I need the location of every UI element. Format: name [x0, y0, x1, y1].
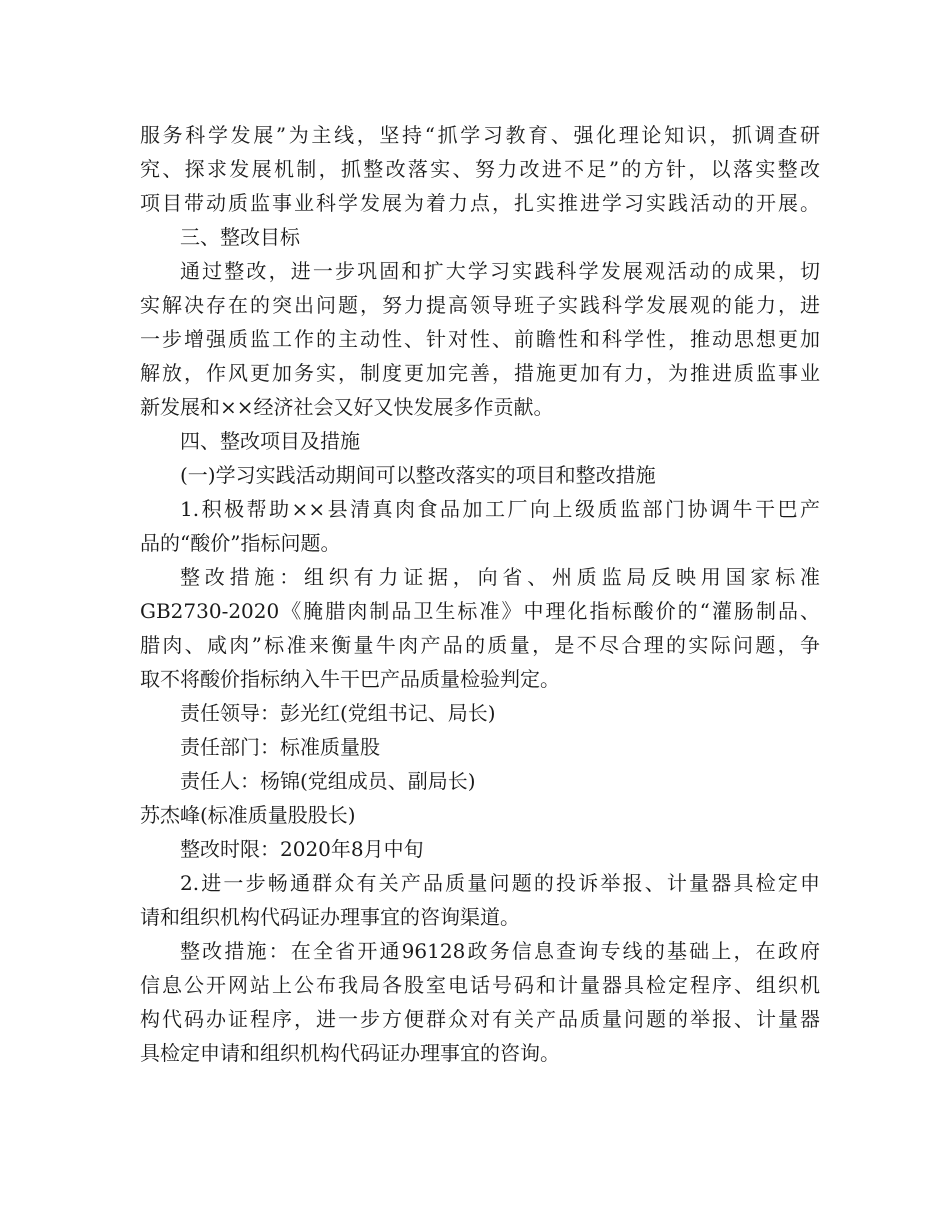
measures-1-line-3: 腊肉、咸肉”标准来衡量牛肉产品的质量，是不尽合理的实际问题，争 [140, 633, 820, 657]
responsible-department: 责任部门：标准质量股 [180, 735, 380, 759]
text-line-2: 究、探求发展机制，抓整改落实、努力改进不足”的方针，以落实整改 [140, 157, 820, 181]
item-1-line-1: 1.积极帮助××县清真肉食品加工厂向上级质监部门协调牛干巴产 [180, 497, 820, 521]
text-line-3: 项目带动质监事业科学发展为着力点，扎实推进学习实践活动的开展。 [140, 191, 820, 215]
document-body [140, 118, 820, 1070]
responsible-person-2: 苏杰峰(标准质量股股长) [140, 803, 356, 827]
deadline: 整改时限：2020年8月中旬 [180, 837, 424, 861]
section-heading-goals: 三、整改目标 [180, 225, 300, 249]
measures-2-line-1: 整改措施：在全省开通96128政务信息查询专线的基础上，在政府 [180, 939, 820, 963]
measures-1-line-1: 整改措施：组织有力证据，向省、州质监局反映用国家标准 [180, 565, 820, 589]
measures-2-line-2: 信息公开网站上公布我局各股室电话号码和计量器具检定程序、组织机 [140, 973, 820, 997]
item-2-line-1: 2.进一步畅通群众有关产品质量问题的投诉举报、计量器具检定申 [180, 871, 820, 895]
responsible-leader: 责任领导：彭光红(党组书记、局长) [180, 701, 496, 725]
measures-1-line-2: GB2730-2020《腌腊肉制品卫生标准》中理化指标酸价的“灌肠制品、 [140, 599, 820, 623]
text-line-5: 通过整改，进一步巩固和扩大学习实践科学发展观活动的成果，切 [180, 259, 820, 283]
item-1-line-2: 品的“酸价”指标问题。 [140, 531, 341, 555]
text-line-9: 新发展和××经济社会又好又快发展多作贡献。 [140, 395, 554, 419]
measures-2-line-3: 构代码办证程序，进一步方便群众对有关产品质量问题的举报、计量器 [140, 1007, 820, 1031]
text-line-6: 实解决存在的突出问题，努力提高领导班子实践科学发展观的能力，进 [140, 293, 820, 317]
responsible-person: 责任人：杨锦(党组成员、副局长) [180, 769, 476, 793]
text-line-8: 解放，作风更加务实，制度更加完善，措施更加有力，为推进质监事业 [140, 361, 820, 385]
text-line-7: 一步增强质监工作的主动性、针对性、前瞻性和科学性，推动思想更加 [140, 327, 820, 351]
section-heading-projects: 四、整改项目及措施 [180, 429, 360, 453]
item-2-line-2: 请和组织机构代码证办理事宜的咨询渠道。 [140, 905, 520, 929]
subsection-heading: (一)学习实践活动期间可以整改落实的项目和整改措施 [180, 463, 656, 487]
measures-2-line-4: 具检定申请和组织机构代码证办理事宜的咨询。 [140, 1041, 560, 1065]
measures-1-line-4: 取不将酸价指标纳入牛干巴产品质量检验判定。 [140, 667, 560, 691]
text-line-1: 服务科学发展”为主线，坚持“抓学习教育、强化理论知识，抓调查研 [140, 123, 820, 147]
